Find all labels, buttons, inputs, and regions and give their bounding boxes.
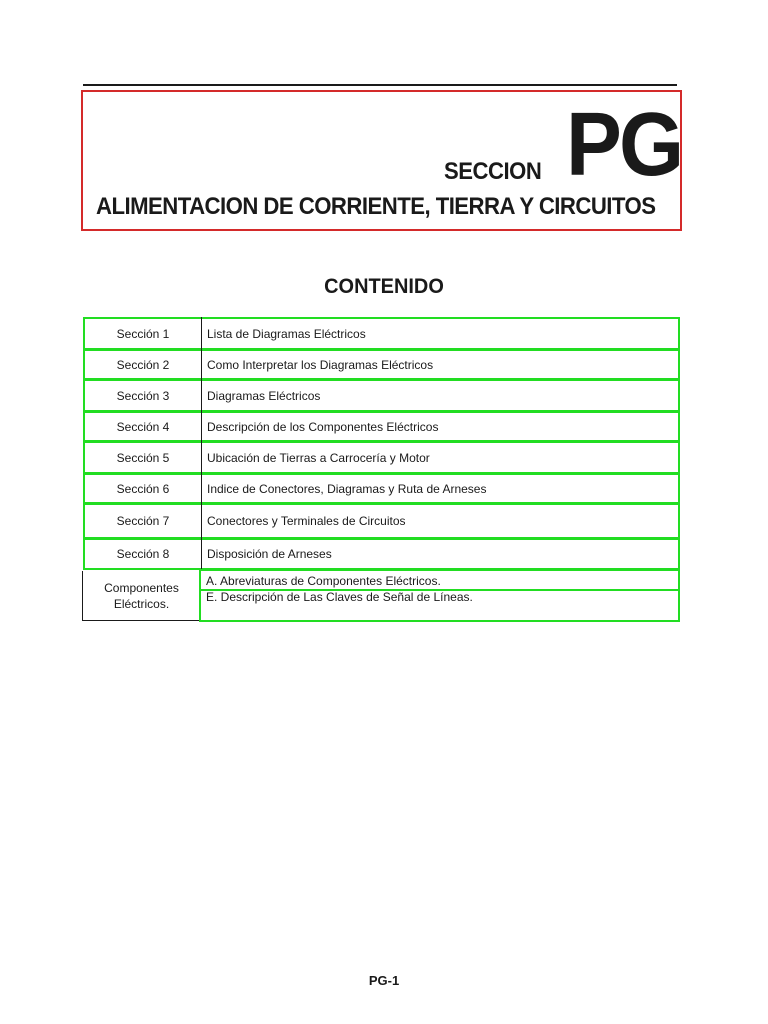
toc-row-1[interactable] [83,317,680,350]
top-rule [83,84,677,86]
toc-divider [201,349,202,380]
section-code: PG [566,95,682,195]
toc-row-8[interactable] [83,538,680,570]
toc-divider [201,473,202,504]
components-label [82,571,200,621]
toc-section-title[interactable]: Lista de Diagramas Eléctricos [207,326,366,341]
toc-section-title[interactable]: Descripción de los Componentes Eléctricos [207,419,439,434]
toc-row-3[interactable] [83,379,680,412]
toc-section-title[interactable]: Indice de Conectores, Diagramas y Ruta de Arneses [207,481,487,496]
toc-divider [201,411,202,442]
components-item-a[interactable]: A. Abreviaturas de Componentes Eléctricos. [206,574,441,588]
toc-section-label: Sección 5 [116,450,170,465]
toc-divider [201,503,202,539]
toc-section-title[interactable]: Disposición de Arneses [207,547,332,561]
components-item-e[interactable]: E. Descripción de Las Claves de Señal de Líneas. [206,590,473,604]
toc-section-label: Sección 7 [116,514,170,528]
toc-section-title[interactable]: Conectores y Terminales de Circuitos [207,514,406,528]
toc-divider [201,317,202,350]
toc-row-2[interactable] [83,349,680,380]
section-title: ALIMENTACION DE CORRIENTE, TIERRA Y CIRCUITOS [96,193,656,220]
toc-section-title[interactable]: Ubicación de Tierras a Carrocería y Motor [207,450,430,465]
toc-row-5[interactable] [83,441,680,474]
toc-section-title[interactable]: Como Interpretar los Diagramas Eléctricos [207,357,434,372]
toc-section-label: Sección 1 [116,326,170,341]
components-label-line1: Componentes [104,580,179,595]
toc-section-label: Sección 3 [116,388,170,403]
seccion-label: SECCION [444,158,542,185]
toc-divider [201,538,202,570]
toc-row-4[interactable] [83,411,680,442]
toc-section-label: Sección 6 [116,481,170,496]
page-number: PG-1 [368,973,400,988]
toc-row-7[interactable] [83,503,680,539]
components-label-line2: Eléctricos. [113,596,170,611]
toc-section-label: Sección 4 [116,419,170,434]
toc-section-title[interactable]: Diagramas Eléctricos [207,388,321,403]
toc-divider [201,379,202,412]
contents-heading: CONTENIDO [324,275,444,298]
toc-divider [201,441,202,474]
toc-row-6[interactable] [83,473,680,504]
toc-section-label: Sección 8 [116,547,170,561]
toc-section-label: Sección 2 [116,357,170,372]
